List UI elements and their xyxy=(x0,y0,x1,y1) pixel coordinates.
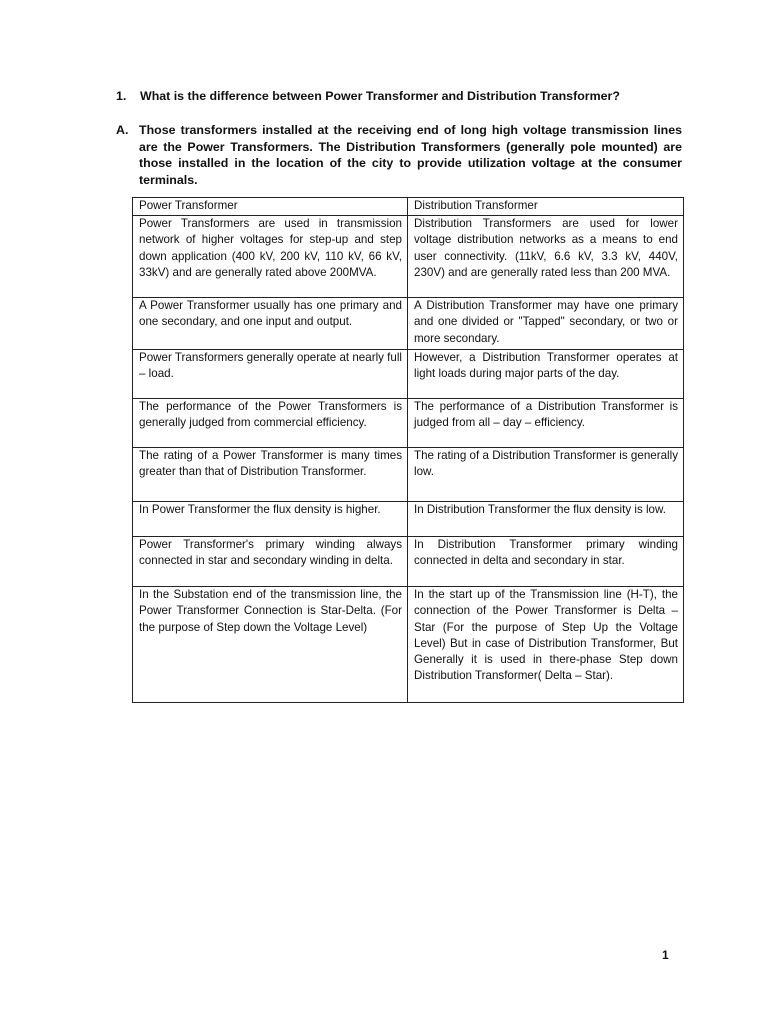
answer-text: Those transformers installed at the receiving end of long high voltage transmission lines are the Power Transformers. The Distribution Transformers (generally pole mounted) are those installed in the location of the city to provide utilization voltage at the consumer terminals. xyxy=(139,123,682,187)
table-row xyxy=(133,350,684,399)
distribution-transformer-cell: Distribution Transformers are used for lower voltage distribution networks as a means to end user connectivity. (11kV, 6.6 kV, 3.3 kV, 440V, 230V) and are generally rated less than 200 MVA. xyxy=(408,216,684,298)
page-number: 1 xyxy=(662,948,669,962)
comparison-table xyxy=(132,197,684,703)
table-row xyxy=(133,448,684,502)
header-distribution-transformer: Distribution Transformer xyxy=(408,198,684,216)
distribution-transformer-cell: In Distribution Transformer the flux density is low. xyxy=(408,502,684,537)
table-row xyxy=(133,216,684,298)
table-row xyxy=(133,298,684,350)
question-number: 1. xyxy=(116,89,127,103)
table-row xyxy=(133,587,684,703)
answer-label: A. xyxy=(116,123,129,137)
distribution-transformer-cell: The rating of a Distribution Transformer is generally low. xyxy=(408,448,684,502)
table-row xyxy=(133,502,684,537)
distribution-transformer-cell: However, a Distribution Transformer operates at light loads during major parts of the day. xyxy=(408,350,684,399)
table-row xyxy=(133,537,684,587)
answer xyxy=(116,122,682,188)
power-transformer-cell: Power Transformers generally operate at nearly full – load. xyxy=(133,350,408,399)
question xyxy=(116,88,696,104)
table-header-row xyxy=(133,198,684,216)
power-transformer-cell: In the Substation end of the transmission line, the Power Transformer Connection is Star-Delta. (For the purpose of Step down the Voltage Level) xyxy=(133,587,408,703)
distribution-transformer-cell: The performance of a Distribution Transformer is judged from all – day – efficiency. xyxy=(408,399,684,448)
power-transformer-cell: The performance of the Power Transformers is generally judged from commercial efficiency. xyxy=(133,399,408,448)
power-transformer-cell: Power Transformers are used in transmission network of higher voltages for step-up and step down application (400 kV, 200 kV, 110 kV, 66 kV, 33kV) and are generally rated above 200MVA. xyxy=(133,216,408,298)
power-transformer-cell: In Power Transformer the flux density is higher. xyxy=(133,502,408,537)
distribution-transformer-cell: A Distribution Transformer may have one primary and one divided or "Tapped" secondary, or two or more secondary. xyxy=(408,298,684,350)
power-transformer-cell: The rating of a Power Transformer is many times greater than that of Distribution Transformer. xyxy=(133,448,408,502)
table-row xyxy=(133,399,684,448)
distribution-transformer-cell: In Distribution Transformer primary winding connected in delta and secondary in star. xyxy=(408,537,684,587)
power-transformer-cell: A Power Transformer usually has one primary and one secondary, and one input and output. xyxy=(133,298,408,350)
distribution-transformer-cell: In the start up of the Transmission line (H-T), the connection of the Power Transformer is Delta – Star (For the purpose of Step Up the Voltage Level) But in case of Distribution Transformer, But Generally it is used in there-phase Step down Distribution Transformer( Delta – Star). xyxy=(408,587,684,703)
power-transformer-cell: Power Transformer's primary winding always connected in star and secondary winding in delta. xyxy=(133,537,408,587)
header-power-transformer: Power Transformer xyxy=(133,198,408,216)
question-text: What is the difference between Power Transformer and Distribution Transformer? xyxy=(140,89,620,103)
